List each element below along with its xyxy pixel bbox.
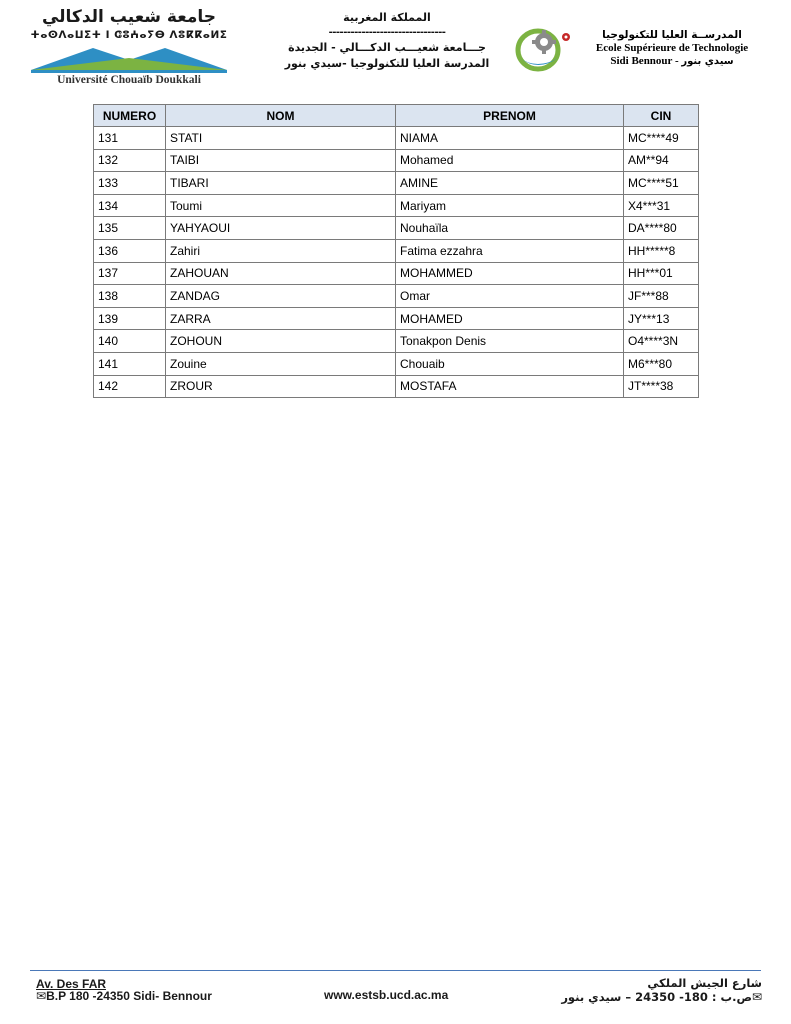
cell-cin: HH*****8 (624, 239, 699, 262)
cell-nom: YAHYAOUI (166, 217, 396, 240)
cell-cin: HH***01 (624, 262, 699, 285)
cell-numero: 140 (94, 330, 166, 353)
table-row (94, 330, 699, 353)
cell-cin: JY***13 (624, 307, 699, 330)
school-city-line: المدرسة العليا للتكنولوجيا -سيدي بنور (284, 57, 490, 70)
cell-nom: Zouine (166, 352, 396, 375)
cell-cin: M6***80 (624, 352, 699, 375)
cell-numero: 136 (94, 239, 166, 262)
table-row (94, 217, 699, 240)
table-row (94, 194, 699, 217)
cell-prenom: MOHAMED (396, 307, 624, 330)
university-logo-block (30, 6, 228, 87)
footer-website: www.estsb.ucd.ac.ma (324, 988, 449, 1002)
cell-cin: O4****3N (624, 330, 699, 353)
cell-numero: 135 (94, 217, 166, 240)
cell-prenom: Omar (396, 285, 624, 308)
footer-address-line1: Av. Des FAR (36, 977, 107, 991)
table-row (94, 149, 699, 172)
cell-nom: ZANDAG (166, 285, 396, 308)
cell-numero: 142 (94, 375, 166, 398)
cell-nom: Toumi (166, 194, 396, 217)
university-name-tifinagh: ⵜⴰⵙⴷⴰⵡⵉⵜ ⵏ ⵛⵓⵄⴰⵢⴱ ⴷⵓⴽⴽⴰⵍⵉ (30, 29, 228, 41)
footer-address-line2: B.P 180 -24350 Sidi- Bennour (46, 989, 212, 1003)
cell-nom: ZAHOUAN (166, 262, 396, 285)
cell-prenom: Mohamed (396, 149, 624, 172)
table-row (94, 352, 699, 375)
footer-address-fr (36, 978, 212, 1002)
cell-nom: Zahiri (166, 239, 396, 262)
cell-cin: AM**94 (624, 149, 699, 172)
university-name-french: Université Chouaïb Doukkali (57, 74, 201, 86)
cell-numero: 133 (94, 172, 166, 195)
school-logo-block (514, 24, 774, 80)
kingdom-header (282, 10, 492, 72)
footer-rule (30, 970, 761, 971)
table-row (94, 239, 699, 262)
table-row (94, 262, 699, 285)
cell-nom: STATI (166, 127, 396, 150)
envelope-icon: ✉ (36, 989, 47, 1003)
cell-prenom: Fatima ezzahra (396, 239, 624, 262)
university-logo-icon (31, 44, 227, 74)
footer-address-ar (540, 976, 762, 1004)
cell-numero: 134 (94, 194, 166, 217)
cell-cin: MC****49 (624, 127, 699, 150)
envelope-icon: ✉ (751, 990, 762, 1004)
school-city-french: Sidi Bennour - (610, 55, 679, 67)
cell-nom: ZARRA (166, 307, 396, 330)
school-name-french: Ecole Supérieure de Technologie (595, 42, 749, 54)
cell-prenom: AMINE (396, 172, 624, 195)
table-row (94, 375, 699, 398)
header-separator: -------------------------------- (328, 27, 446, 38)
table-row (94, 285, 699, 308)
cell-prenom: MOSTAFA (396, 375, 624, 398)
table-row (94, 127, 699, 150)
cell-prenom: Tonakpon Denis (396, 330, 624, 353)
cell-numero: 131 (94, 127, 166, 150)
cell-numero: 138 (94, 285, 166, 308)
school-city-arabic: سيدي بنور (681, 56, 734, 67)
table-row (94, 307, 699, 330)
footer-address-line2-wrap (36, 990, 212, 1002)
cell-cin: DA****80 (624, 217, 699, 240)
student-list-table (93, 104, 699, 398)
cell-numero: 141 (94, 352, 166, 375)
cell-prenom: Nouhaïla (396, 217, 624, 240)
kingdom-title: المملكة المغربية (343, 11, 431, 24)
cell-cin: X4***31 (624, 194, 699, 217)
column-header-numero: NUMERO (94, 105, 166, 127)
table-header-row (94, 105, 699, 127)
footer-address-ar-line1: شارع الجيش الملكي (647, 976, 762, 990)
university-name-arabic: جامعة شعيب الدكالي (41, 7, 217, 27)
cell-nom: ZOHOUN (166, 330, 396, 353)
cell-prenom: Chouaib (396, 352, 624, 375)
school-city (572, 55, 772, 68)
column-header-nom: NOM (166, 105, 396, 127)
column-header-cin: CIN (624, 105, 699, 127)
cell-numero: 139 (94, 307, 166, 330)
school-name-arabic: المدرســة العليا للتكنولوجيا (602, 29, 742, 41)
footer-address-ar-line2-wrap (540, 990, 762, 1004)
cell-prenom: Mariyam (396, 194, 624, 217)
footer-address-ar-line2: ص.ب : 180- 24350 – سيدي بنور (561, 990, 752, 1004)
column-header-prenom: PRENOM (396, 105, 624, 127)
cell-nom: TIBARI (166, 172, 396, 195)
cell-cin: MC****51 (624, 172, 699, 195)
cell-cin: JT****38 (624, 375, 699, 398)
school-emblem-icon (514, 24, 576, 74)
table-row (94, 172, 699, 195)
university-city-line: جـــامعة شعيـــب الدكـــالي - الجديدة (288, 41, 486, 54)
cell-prenom: NIAMA (396, 127, 624, 150)
cell-numero: 137 (94, 262, 166, 285)
cell-numero: 132 (94, 149, 166, 172)
cell-nom: ZROUR (166, 375, 396, 398)
cell-nom: TAIBI (166, 149, 396, 172)
cell-prenom: MOHAMMED (396, 262, 624, 285)
cell-cin: JF***88 (624, 285, 699, 308)
